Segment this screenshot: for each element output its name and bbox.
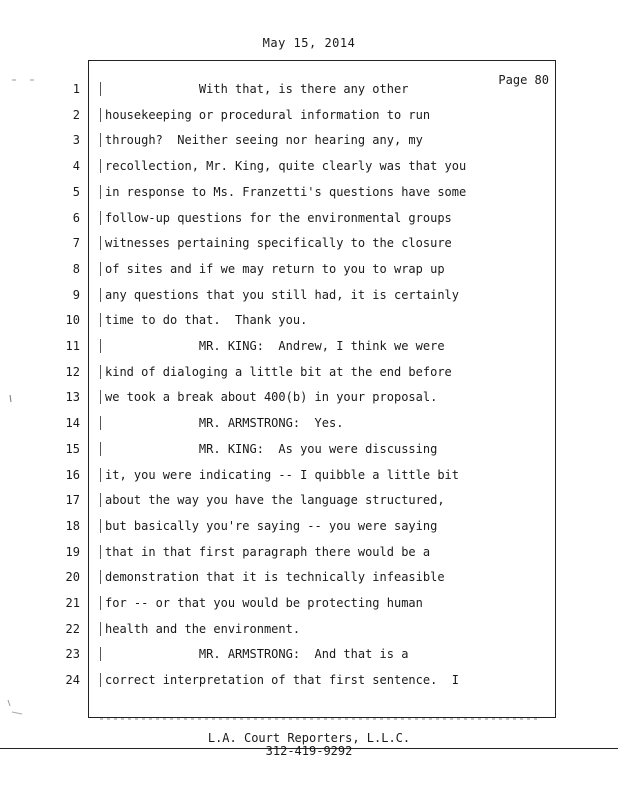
line-margin-tick (100, 365, 101, 379)
line-number: 24 (65, 673, 80, 688)
line-number: 23 (65, 647, 80, 662)
line-margin-tick (100, 185, 101, 199)
transcript-line: With that, is there any other (105, 82, 409, 96)
transcript-line: MR. KING: Andrew, I think we were (105, 339, 445, 353)
line-number: 21 (65, 596, 80, 610)
line-number: 9 (72, 287, 80, 302)
transcript-line: we took a break about 400(b) in your proposal. (105, 390, 438, 405)
line-number: 6 (72, 210, 80, 225)
transcript-line: follow-up questions for the environmental groups (105, 210, 452, 225)
transcript-line: in response to Ms. Franzetti's questions have some (105, 184, 467, 199)
line-margin-tick (100, 211, 101, 225)
line-margin-tick (100, 493, 101, 507)
line-margin-tick (100, 416, 101, 430)
transcript-line: but basically you're saying -- you were saying (105, 518, 438, 533)
line-number: 13 (65, 390, 80, 405)
line-number: 4 (72, 159, 80, 174)
line-number: 5 (72, 184, 80, 199)
line-number: 11 (65, 339, 80, 353)
transcript-line: health and the environment. (105, 621, 301, 636)
transcript-line: time to do that. Thank you. (105, 313, 308, 328)
line-margin-tick (100, 108, 101, 122)
transcript-line: it, you were indicating -- I quibble a little bit (105, 467, 460, 482)
line-number: 10 (65, 313, 80, 328)
line-margin-tick (100, 133, 101, 147)
transcript-line: any questions that you still had, it is certainly (105, 287, 460, 302)
line-number: 16 (65, 467, 80, 482)
line-number: 20 (65, 570, 80, 585)
line-number: 18 (65, 518, 80, 533)
court-reporter-name: L.A. Court Reporters, L.L.C. (207, 731, 411, 745)
transcript-line: kind of dialoging a little bit at the end before (105, 364, 452, 379)
line-number: 15 (65, 441, 80, 456)
transcript-line: MR. ARMSTRONG: Yes. (105, 416, 344, 431)
line-margin-tick (100, 339, 101, 353)
line-margin-tick (100, 442, 101, 456)
court-reporter-phone: 312-419-9292 (265, 744, 353, 758)
line-number: 1 (72, 82, 80, 96)
line-number: 22 (65, 621, 80, 636)
line-margin-tick (100, 82, 101, 96)
transcript-line: about the way you have the language structured, (105, 493, 445, 508)
line-margin-tick (100, 570, 101, 584)
line-number: 7 (72, 236, 80, 251)
line-margin-tick (100, 622, 101, 636)
line-number: 17 (65, 493, 80, 508)
transcript-line: MR. KING: As you were discussing (105, 441, 438, 456)
page-number: Page 80 (498, 73, 549, 87)
transcript-line: housekeeping or procedural information to run (105, 107, 431, 122)
line-number: 12 (65, 364, 80, 379)
line-number: 19 (65, 544, 80, 559)
transcript-line: correct interpretation of that first sentence. I (105, 673, 460, 688)
transcript-line: that in that first paragraph there would be a (105, 544, 431, 559)
transcript-line: recollection, Mr. King, quite clearly was that you (105, 159, 467, 174)
line-margin-tick (100, 159, 101, 173)
line-margin-tick (100, 262, 101, 276)
line-margin-tick (100, 673, 101, 687)
line-margin-tick (100, 288, 101, 302)
transcript-line: demonstration that it is technically infeasible (105, 570, 445, 585)
transcript-line: for -- or that you would be protecting human (105, 596, 423, 610)
transcript-line: MR. ARMSTRONG: And that is a (105, 647, 409, 662)
transcript-line: through? Neither seeing nor hearing any, my (105, 133, 423, 148)
line-margin-tick (100, 468, 101, 482)
transcript-date: May 15, 2014 (262, 36, 356, 50)
line-margin-tick (100, 313, 101, 327)
transcript-line: witnesses pertaining specifically to the closure (105, 236, 452, 251)
line-number: 3 (72, 133, 80, 148)
line-margin-tick (100, 647, 101, 661)
line-margin-tick (100, 596, 101, 610)
line-margin-tick (100, 519, 101, 533)
line-number: 8 (72, 261, 80, 276)
line-number: 14 (65, 416, 80, 431)
line-margin-tick (100, 545, 101, 559)
line-margin-tick (100, 390, 101, 404)
line-margin-tick (100, 236, 101, 250)
transcript-line: of sites and if we may return to you to wrap up (105, 261, 445, 276)
line-number: 2 (72, 107, 80, 122)
